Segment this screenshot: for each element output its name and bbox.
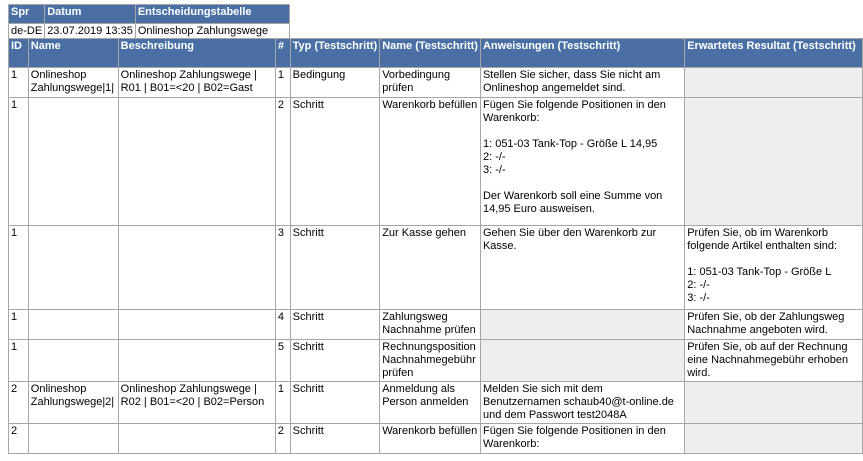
table-row xyxy=(9,68,863,98)
cell-step-number[interactable]: 2 xyxy=(275,424,290,454)
cell-name[interactable] xyxy=(28,310,118,340)
cell-id[interactable]: 1 xyxy=(9,68,29,98)
cell-name[interactable] xyxy=(28,340,118,382)
header-step-type[interactable]: Typ (Testschritt) xyxy=(290,39,380,68)
cell-instructions[interactable]: Fügen Sie folgende Positionen in den Warenkorb: 1: 051-03 Tank-Top - Größe L 14,95 2: -/- 3: -/- Der Warenkorb soll eine Summe von 14,95 Euro ausweisen. xyxy=(480,98,684,226)
table-row xyxy=(9,340,863,382)
cell-expected-result[interactable]: Prüfen Sie, ob im Warenkorb folgende Artikel enthalten sind: 1: 051-03 Tank-Top - Größe L 2: -/- 3: -/- xyxy=(685,226,863,310)
cell-instructions[interactable]: Melden Sie sich mit dem Benutzernamen schaub40@t-online.de und dem Passwort test2048A xyxy=(480,382,684,424)
cell-step-name[interactable]: Rechnungsposition Nachnahmegebühr prüfen xyxy=(380,340,481,382)
cell-step-name[interactable]: Anmeldung als Person anmelden xyxy=(380,382,481,424)
cell-step-name[interactable]: Zahlungsweg Nachnahme prüfen xyxy=(380,310,481,340)
cell-instructions[interactable]: Stellen Sie sicher, dass Sie nicht am Onlineshop angemeldet sind. xyxy=(480,68,684,98)
cell-step-type[interactable]: Schritt xyxy=(290,226,380,310)
cell-id[interactable]: 1 xyxy=(9,340,29,382)
cell-step-type[interactable]: Schritt xyxy=(290,98,380,226)
meta-date[interactable]: 23.07.2019 13:35 xyxy=(45,24,136,40)
table-row xyxy=(9,382,863,424)
cell-expected-result[interactable] xyxy=(685,98,863,226)
test-steps-table xyxy=(8,38,863,454)
cell-expected-result[interactable] xyxy=(685,68,863,98)
cell-step-number[interactable]: 1 xyxy=(275,68,290,98)
cell-step-name[interactable]: Warenkorb befüllen xyxy=(380,424,481,454)
cell-description[interactable]: Onlineshop Zahlungswege | R02 | B01=<20 | B02=Person xyxy=(118,382,275,424)
cell-instructions[interactable] xyxy=(480,310,684,340)
cell-description[interactable]: Onlineshop Zahlungswege | R01 | B01=<20 | B02=Gast xyxy=(118,68,275,98)
cell-name[interactable] xyxy=(28,98,118,226)
cell-description[interactable] xyxy=(118,98,275,226)
cell-name[interactable]: Onlineshop Zahlungswege|2| xyxy=(28,382,118,424)
header-id[interactable]: ID xyxy=(9,39,29,68)
table-header-row xyxy=(9,39,863,68)
cell-description[interactable] xyxy=(118,226,275,310)
header-step-number[interactable]: # xyxy=(275,39,290,68)
cell-step-number[interactable]: 5 xyxy=(275,340,290,382)
cell-instructions[interactable]: Fügen Sie folgende Positionen in den Warenkorb: xyxy=(480,424,684,454)
meta-header-language[interactable]: Spr xyxy=(9,5,45,24)
meta-header-date[interactable]: Datum xyxy=(45,5,136,24)
cell-expected-result[interactable] xyxy=(685,424,863,454)
cell-step-name[interactable]: Vorbedingung prüfen xyxy=(380,68,481,98)
cell-description[interactable] xyxy=(118,310,275,340)
meta-table-name[interactable]: Onlineshop Zahlungswege xyxy=(135,24,289,40)
header-step-name[interactable]: Name (Testschritt) xyxy=(380,39,481,68)
cell-step-type[interactable]: Schritt xyxy=(290,424,380,454)
header-description[interactable]: Beschreibung xyxy=(118,39,275,68)
cell-id[interactable]: 2 xyxy=(9,424,29,454)
cell-name[interactable]: Onlineshop Zahlungswege|1| xyxy=(28,68,118,98)
cell-step-name[interactable]: Zur Kasse gehen xyxy=(380,226,481,310)
cell-name[interactable] xyxy=(28,226,118,310)
header-instructions[interactable]: Anweisungen (Testschritt) xyxy=(480,39,684,68)
table-row xyxy=(9,310,863,340)
cell-step-type[interactable]: Schritt xyxy=(290,310,380,340)
cell-instructions[interactable] xyxy=(480,340,684,382)
cell-expected-result[interactable]: Prüfen Sie, ob der Zahlungsweg Nachnahme angeboten wird. xyxy=(685,310,863,340)
cell-description[interactable] xyxy=(118,340,275,382)
table-row xyxy=(9,226,863,310)
meta-header-row xyxy=(9,5,290,24)
cell-id[interactable]: 2 xyxy=(9,382,29,424)
cell-step-number[interactable]: 1 xyxy=(275,382,290,424)
meta-language[interactable]: de-DE xyxy=(9,24,45,40)
cell-name[interactable] xyxy=(28,424,118,454)
cell-step-name[interactable]: Warenkorb befüllen xyxy=(380,98,481,226)
cell-id[interactable]: 1 xyxy=(9,226,29,310)
cell-step-number[interactable]: 4 xyxy=(275,310,290,340)
cell-step-type[interactable]: Schritt xyxy=(290,340,380,382)
table-row xyxy=(9,424,863,454)
cell-step-number[interactable]: 3 xyxy=(275,226,290,310)
cell-expected-result[interactable] xyxy=(685,382,863,424)
table-row xyxy=(9,98,863,226)
meta-header-table[interactable]: Entscheidungstabelle xyxy=(135,5,289,24)
meta-table xyxy=(8,4,290,40)
cell-step-type[interactable]: Schritt xyxy=(290,382,380,424)
header-expected-result[interactable]: Erwartetes Resultat (Testschritt) xyxy=(685,39,863,68)
cell-id[interactable]: 1 xyxy=(9,310,29,340)
header-name[interactable]: Name xyxy=(28,39,118,68)
cell-description[interactable] xyxy=(118,424,275,454)
cell-expected-result[interactable]: Prüfen Sie, ob auf der Rechnung eine Nachnahmegebühr erhoben wird. xyxy=(685,340,863,382)
cell-step-number[interactable]: 2 xyxy=(275,98,290,226)
cell-step-type[interactable]: Bedingung xyxy=(290,68,380,98)
cell-instructions[interactable]: Gehen Sie über den Warenkorb zur Kasse. xyxy=(480,226,684,310)
cell-id[interactable]: 1 xyxy=(9,98,29,226)
